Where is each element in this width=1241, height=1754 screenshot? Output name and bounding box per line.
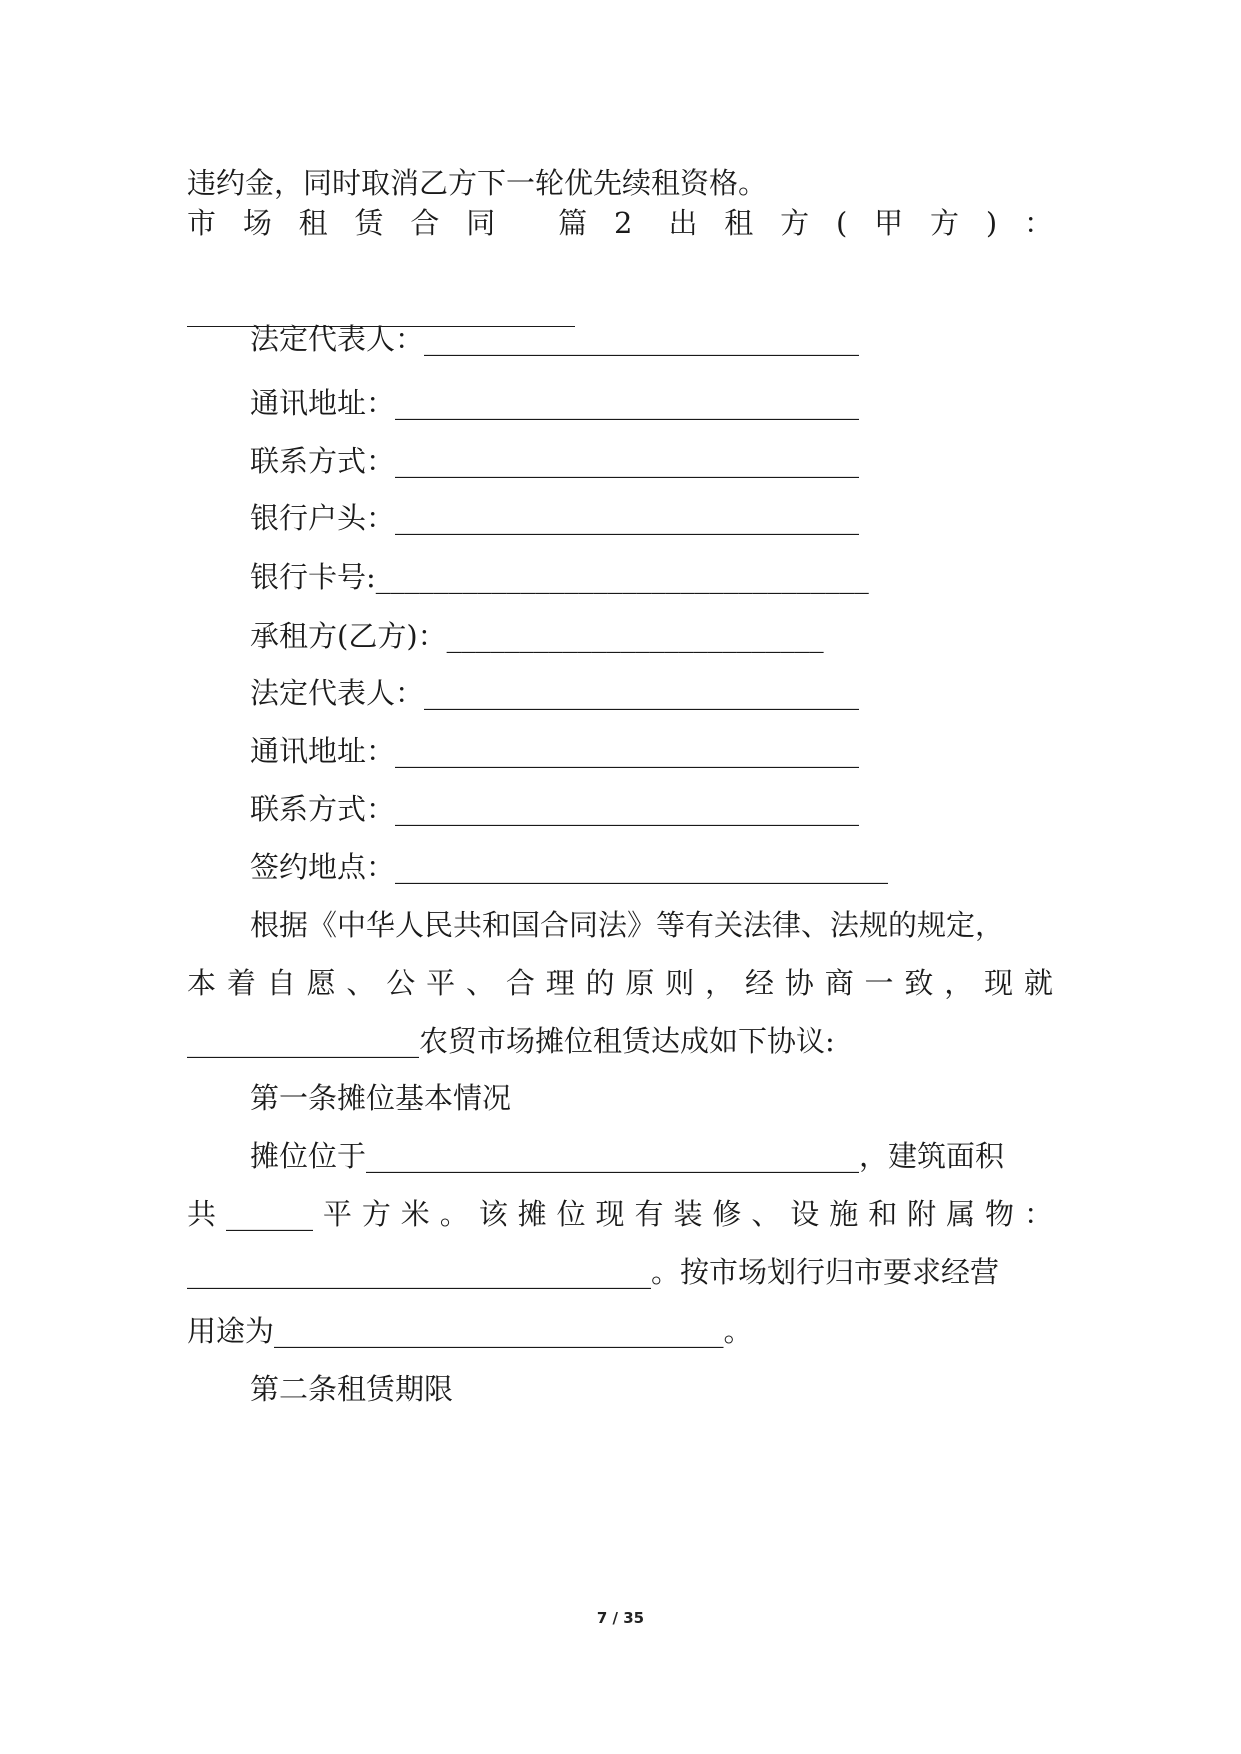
paragraph-line: 根据《中华人民共和国合同法》等有关法律、法规的规定，	[250, 908, 1005, 942]
form-field-line: 联系方式：________________________________	[250, 792, 860, 826]
paragraph-line: 用途为_______________________________。	[187, 1314, 753, 1348]
paragraph-line: 摊位位于__________________________________，建筑面积	[250, 1139, 1005, 1173]
paragraph-line: ________________农贸市场摊位租赁达成如下协议:	[187, 1024, 835, 1058]
article-heading: 第一条摊位基本情况	[250, 1081, 512, 1115]
paragraph-line: 共______平方米。该摊位现有装修、设施和附属物：	[187, 1197, 1053, 1231]
page-number: 7 / 35	[596, 1609, 645, 1627]
form-field-line: 承租方(乙方)：__________________________	[250, 619, 824, 653]
paragraph-line: ________________________________。按市场划行归市要求经营	[187, 1255, 1000, 1289]
paragraph-line: 违约金，同时取消乙方下一轮优先续租资格。	[187, 166, 768, 200]
paragraph-line: 本着自愿、公平、合理的原则，经协商一致，现就	[187, 966, 1053, 1000]
form-field-line: 法定代表人：______________________________	[250, 322, 860, 356]
form-field-line: 通讯地址：________________________________	[250, 734, 860, 768]
form-field-line: 签约地点：__________________________________	[250, 850, 889, 884]
form-field-line: 法定代表人：______________________________	[250, 676, 860, 710]
form-field-line: 联系方式：________________________________	[250, 444, 860, 478]
form-field-line: 银行卡号:__________________________________	[250, 560, 869, 594]
article-heading: 第二条租赁期限	[250, 1372, 454, 1406]
form-field-line: 银行户头：________________________________	[250, 501, 860, 535]
form-field-line: 通讯地址：________________________________	[250, 386, 860, 420]
section-heading-line: 市场租赁合同 篇2 出租方(甲方)：	[187, 206, 1053, 240]
